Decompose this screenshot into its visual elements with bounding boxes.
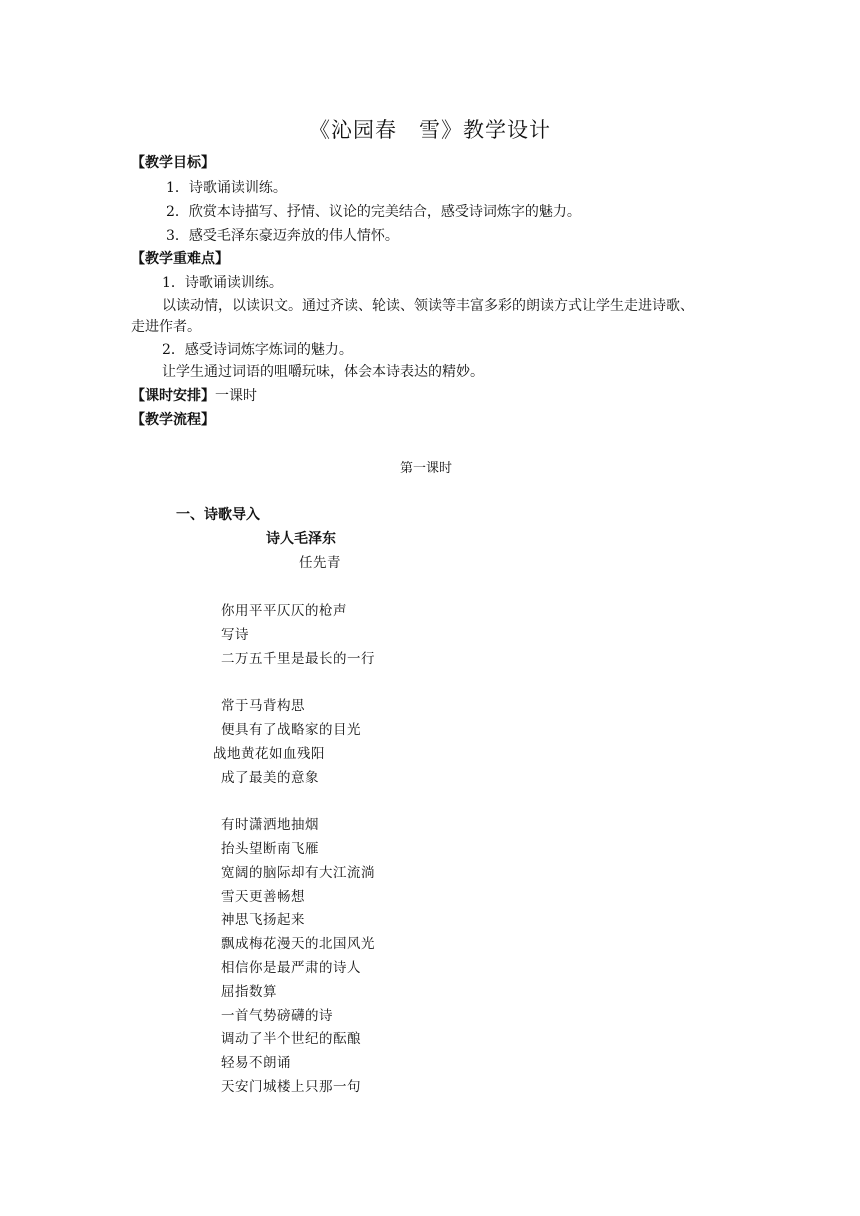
poem-author: 任先青	[299, 555, 341, 571]
lesson-label: 第一课时	[400, 461, 453, 476]
poem-line: 写诗	[221, 627, 249, 643]
poem-line: 宽阔的脑际却有大江流淌	[221, 865, 375, 881]
poem-line: 调动了半个世纪的酝酿	[221, 1031, 361, 1047]
objective-item-1: 1．诗歌诵读训练。	[166, 180, 287, 196]
poem-title: 诗人毛泽东	[266, 531, 336, 547]
objective-item-2: 2．欣赏本诗描写、抒情、议论的完美结合，感受诗词炼字的魅力。	[166, 204, 581, 220]
poem-line: 雪天更善畅想	[221, 889, 305, 905]
poem-line: 轻易不朗诵	[221, 1055, 291, 1071]
poem-line: 便具有了战略家的目光	[221, 722, 361, 738]
poem-line: 飘成梅花漫天的北国风光	[221, 936, 375, 952]
key-points-heading: 【教学重难点】	[131, 251, 229, 267]
key-point-item-2: 2．感受诗词炼字炼词的魅力。	[162, 342, 353, 358]
schedule-row	[131, 385, 257, 405]
key-point-item-1: 1．诗歌诵读训练。	[162, 275, 283, 291]
key-point-paragraph-1-cont: 走进作者。	[131, 319, 201, 335]
poem-line: 天安门城楼上只那一句	[221, 1079, 361, 1095]
poem-line: 你用平平仄仄的枪声	[221, 603, 347, 619]
poem-line: 相信你是最严肃的诗人	[221, 960, 361, 976]
section-heading: 一、诗歌导入	[176, 507, 260, 523]
poem-line: 战地黄花如血残阳	[213, 746, 325, 762]
process-heading: 【教学流程】	[131, 412, 215, 428]
poem-line: 神思飞扬起来	[221, 912, 305, 928]
poem-line: 抬头望断南飞雁	[221, 841, 319, 857]
poem-line: 常于马背构思	[221, 698, 305, 714]
poem-line: 屈指数算	[221, 984, 277, 1000]
schedule-value: 一课时	[215, 388, 257, 404]
schedule-heading: 【课时安排】	[131, 388, 215, 404]
poem-line: 有时潇洒地抽烟	[221, 817, 319, 833]
poem-line: 二万五千里是最长的一行	[221, 651, 375, 667]
objectives-heading: 【教学目标】	[131, 155, 215, 171]
document-title: 《沁园春 雪》教学设计	[309, 118, 551, 142]
objective-item-3: 3．感受毛泽东豪迈奔放的伟人情怀。	[166, 228, 399, 244]
key-point-paragraph-1: 以读动情，以读识文。通过齐读、轮读、领读等丰富多彩的朗读方式让学生走进诗歌、	[162, 298, 694, 314]
key-point-paragraph-2: 让学生通过词语的咀嚼玩味，体会本诗表达的精妙。	[162, 364, 484, 380]
poem-line: 成了最美的意象	[221, 770, 319, 786]
poem-line: 一首气势磅礴的诗	[221, 1008, 333, 1024]
